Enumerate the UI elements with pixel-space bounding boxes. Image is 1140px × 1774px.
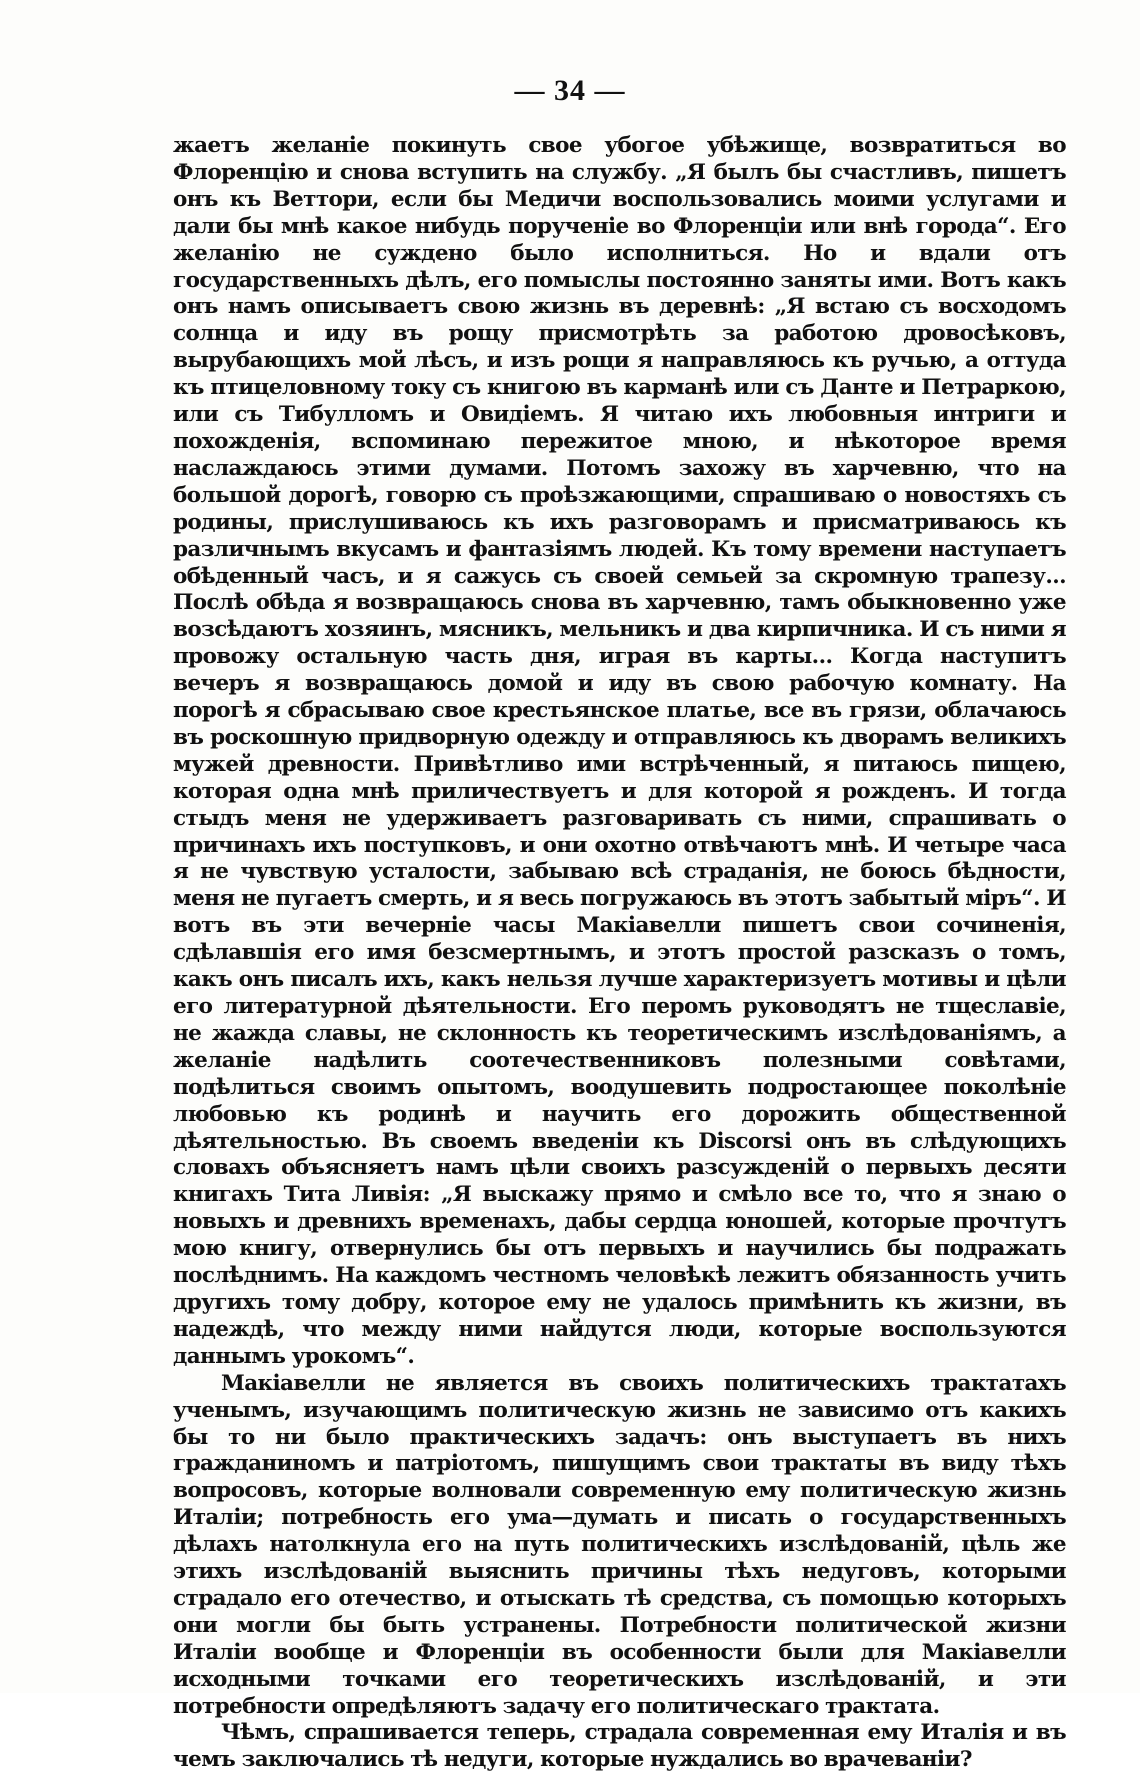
paragraph-1: жаетъ желаніе покинуть свое убогое убѣжище, возвратиться во Флоренцію и снова вступить на службу. „Я былъ бы счастливъ, пишетъ онъ къ Веттори, если бы Медичи воспользовались моими услугами и дали бы мнѣ какое нибудь порученіе во Флоренціи или внѣ города“. Его желанію не суждено было исполниться. Но и вдали отъ государственныхъ дѣлъ, его помыслы постоянно заняты ими. Вотъ какъ онъ намъ описываетъ свою жизнь въ деревнѣ: „Я встаю съ восходомъ солнца и иду въ рощу присмотрѣть за работою дровосѣковъ, вырубающихъ мой лѣсъ, и изъ рощи я направляюсь къ ручью, а оттуда къ птицеловному току съ книгою въ карманѣ или съ Данте и Петраркою, или съ Тибулломъ и Овидіемъ. Я читаю ихъ любовныя интриги и похожденія, вспоминаю пережитое мною, и нѣкоторое время наслаждаюсь этими думами. Потомъ захожу въ харчевню, что на большой дорогѣ, говорю съ проѣзжающими, спрашиваю о новостяхъ съ родины, прислушиваюсь къ ихъ разговорамъ и присматриваюсь къ различнымъ вкусамъ и фантазіямъ людей. Къ тому времени наступаетъ обѣденный часъ, и я сажусь съ своей семьей за скромную трапезу... Послѣ обѣда я возвращаюсь снова въ харчевню, тамъ обыкновенно уже возсѣдаютъ хозяинъ, мясникъ, мельникъ и два кирпичника. И съ ними я провожу остальную часть дня, играя въ карты... Когда наступитъ вечеръ я возвращаюсь домой и иду въ свою рабочую комнату. На порогѣ я сбрасываю свое крестьянское платье, все въ грязи, облачаюсь въ роскошную придворную одежду и отправляюсь къ дворамъ великихъ мужей древности. Привѣтливо ими встрѣченный, я питаюсь пищею, которая одна мнѣ приличествуетъ и для которой я рожденъ. И тогда стыдъ меня не удерживаетъ разговаривать съ ними, спрашивать о причинахъ ихъ поступковъ, и они охотно отвѣчаютъ мнѣ. И четыре часа я не чувствую усталости, забываю всѣ страданія, не боюсь бѣдности, меня не пугаетъ смерть, и я весь погружаюсь въ этотъ забытый міръ“. И вотъ въ эти вечерніе часы Макіавелли пишетъ свои сочиненія, сдѣлавшія его имя безсмертнымъ, и этотъ простой разсказъ о томъ, какъ онъ писалъ ихъ, какъ нельзя лучше характеризуетъ мотивы и цѣли его литературной дѣятельности. Его перомъ руководятъ не тщеславіе, не жажда славы, не склонность къ теоретическимъ изслѣдованіямъ, а желаніе надѣлить соотечественниковъ полезными совѣтами, подѣлиться своимъ опытомъ, воодушевить подростающее поколѣніе любовью къ родинѣ и научить его дорожить общественной дѣятельностью. Въ своемъ введеніи къ Discorsi онъ въ слѣдующихъ словахъ объясняетъ намъ цѣли своихъ разсужденій о первыхъ десяти книгахъ Тита Ливія: „Я выскажу прямо и смѣло все то, что я знаю о новыхъ и древнихъ временахъ, дабы сердца юношей, которые прочтутъ мою книгу, отвернулись бы отъ первыхъ и научились бы подражать послѣднимъ. На каждомъ честномъ человѣкѣ лежитъ обязанность учить другихъ тому добру, которое ему не удалось примѣнить къ жизни, въ надеждѣ, что между ними найдутся люди, которые воспользуются даннымъ урокомъ“.: [173, 133, 1066, 1369]
page-number: — 34 —: [514, 74, 626, 107]
paragraph-3: Чѣмъ, спрашивается теперь, страдала современная ему Италія и въ чемъ заключались тѣ недуги, которые нуждались во врачеваніи?: [173, 1720, 1066, 1773]
paragraph-2: Макіавелли не является въ своихъ политическихъ трактатахъ ученымъ, изучающимъ политическую жизнь не зависимо отъ какихъ бы то ни было практическихъ задачъ: онъ выступаетъ въ нихъ гражданиномъ и патріотомъ, пишущимъ свои трактаты въ виду тѣхъ вопросовъ, которые волновали современную ему политическую жизнь Италіи; потребность его ума—думать и писать о государственныхъ дѣлахъ натолкнула его на путь политическихъ изслѣдованій, цѣль же этихъ изслѣдованій выяснить причины тѣхъ недуговъ, которыми страдало его отечество, и отыскать тѣ средства, съ помощью которыхъ они могли бы быть устранены. Потребности политической жизни Италіи вообще и Флоренціи въ особенности были для Макіавелли исходными точками его теоретическихъ изслѣдованій, и эти потребности опредѣляютъ задачу его политическаго трактата.: [173, 1370, 1066, 1719]
body-text: [173, 133, 1066, 1774]
